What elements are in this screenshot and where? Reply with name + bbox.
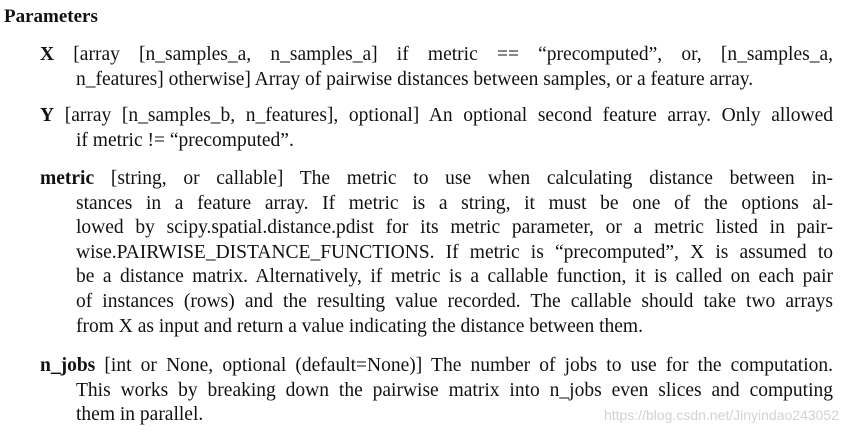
- param-metric-line-5: be a distance matrix. Alternatively, if metric is a callable function, it is called on each pair: [76, 266, 833, 288]
- param-x-line-2: n_features] otherwise] Array of pairwise distances between samples, or a feature array.: [76, 68, 754, 90]
- param-metric: [40, 167, 833, 339]
- param-metric-line-7: from X as input and return a value indicating the distance between them.: [76, 315, 643, 337]
- param-x-desc-1: [array [n_samples_a, n_samples_a] if metric == “precomputed”, or, [n_samples_a,: [54, 44, 833, 65]
- param-metric-line-3: lowed by scipy.spatial.distance.pdist for its metric parameter, or a metric listed in pair-: [76, 217, 833, 239]
- param-y: [40, 104, 833, 153]
- param-y-line-2: if metric != “precomputed”.: [76, 129, 294, 151]
- param-metric-line-4: wise.PAIRWISE_DISTANCE_FUNCTIONS. If metric is “precomputed”, X is assumed to: [76, 241, 833, 263]
- param-x-name: X: [40, 44, 55, 65]
- param-n-jobs-line-1: [40, 354, 833, 379]
- param-metric-name: metric: [40, 168, 95, 189]
- param-x-line-1: [40, 43, 833, 68]
- param-x: [40, 43, 833, 92]
- param-metric-line-1: [40, 167, 833, 192]
- param-n-jobs-line-3: them in parallel.: [76, 404, 204, 426]
- param-n-jobs-desc-1: [int or None, optional (default=None)] The number of jobs to use for the computation.: [95, 355, 833, 376]
- param-metric-desc-1: [string, or callable] The metric to use when calculating distance between in-: [94, 168, 833, 189]
- param-metric-line-2: stances in a feature array. If metric is a string, it must be one of the options al-: [76, 192, 833, 214]
- param-n-jobs-name: n_jobs: [40, 355, 96, 376]
- param-metric-line-6: of instances (rows) and the resulting value recorded. The callable should take two arrays: [76, 290, 833, 312]
- watermark: https://blog.csdn.net/Jinyindao243052: [603, 407, 839, 423]
- param-y-name: Y: [40, 105, 55, 126]
- section-heading: Parameters: [4, 6, 98, 27]
- param-n-jobs-line-2: This works by breaking down the pairwise matrix into n_jobs even slices and computing: [76, 379, 833, 401]
- param-y-line-1: [40, 104, 833, 129]
- param-y-desc-1: [array [n_samples_b, n_features], optional] An optional second feature array. Only allowed: [54, 105, 833, 126]
